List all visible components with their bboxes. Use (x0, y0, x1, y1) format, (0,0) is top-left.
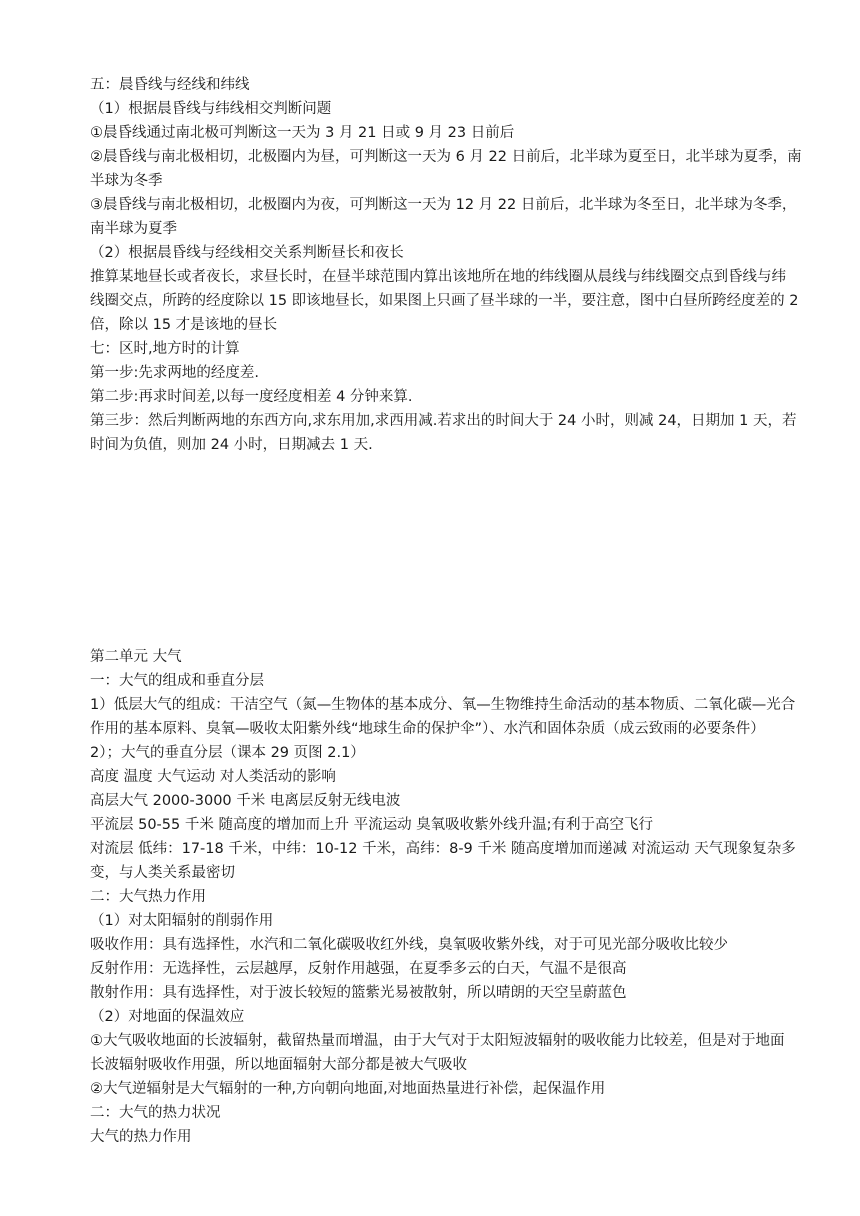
paragraph-line: 线圈交点，所跨的经度除以 15 即该地昼长，如果图上只画了昼半球的一半，要注意，图中白昼所跨经度差的 2 (90, 293, 799, 309)
paragraph-line: ③晨昏线与南北极相切，北极圈内为夜，可判断这一天为 12 月 22 日前后，北半球为冬至日，北半球为冬季， (90, 197, 797, 213)
subheading-longitude: （2）根据晨昏线与经线相交关系判断昼长和夜长 (90, 245, 404, 261)
heading-thermal-effect: 二：大气热力作用 (90, 889, 206, 905)
section-atmosphere (90, 645, 830, 1149)
heading-thermal-state: 二：大气的热力状况 (90, 1105, 221, 1121)
paragraph-line: 作用的基本原料、臭氧—吸收太阳紫外线“地球生命的保护伞”）、水汽和固体杂质（成云致雨的必要条件） (90, 721, 765, 737)
heading-time-calculation: 七：区时,地方时的计算 (90, 341, 240, 357)
step-line: 第二步:再求时间差,以每一度经度相差 4 分钟来算. (90, 389, 413, 405)
step-line: 第三步：然后判断两地的东西方向,求东用加,求西用减.若求出的时间大于 24 小时，则减 24，日期加 1 天，若 (90, 413, 797, 429)
step-line: 第一步:先求两地的经度差. (90, 365, 259, 381)
paragraph-line: ②晨昏线与南北极相切，北极圈内为昼，可判断这一天为 6 月 22 日前后，北半球为夏至日，北半球为夏季，南 (90, 149, 802, 165)
unit-title: 第二单元 大气 (90, 649, 182, 665)
paragraph-line: 长波辐射吸收作用强，所以地面辐射大部分都是被大气吸收 (90, 1057, 467, 1073)
paragraph-line: 倍，除以 15 才是该地的昼长 (90, 317, 278, 333)
paragraph-line: ①大气吸收地面的长波辐射，截留热量而增温，由于大气对于太阳短波辐射的吸收能力比较差，但是对于地面 (90, 1033, 785, 1049)
layer-line: 高层大气 2000-3000 千米 电离层反射无线电波 (90, 793, 401, 809)
subheading-insulation: （2）对地面的保温效应 (90, 1009, 245, 1025)
layer-line: 变，与人类关系最密切 (90, 865, 235, 881)
paragraph-line: 半球为冬季 (90, 173, 163, 189)
layer-line: 对流层 低纬：17-18 千米，中纬：10-12 千米，高纬：8-9 千米 随高度增加而递减 对流运动 天气现象复杂多 (90, 841, 796, 857)
layer-header-line: 高度 温度 大气运动 对人类活动的影响 (90, 769, 336, 785)
heading-terminator: 五：晨昏线与经线和纬线 (90, 77, 250, 93)
paragraph-line: ①晨昏线通过南北极可判断这一天为 3 月 21 日或 9 月 23 日前后 (90, 125, 515, 141)
paragraph-line: 南半球为夏季 (90, 221, 177, 237)
subheading-weakening: （1）对太阳辐射的削弱作用 (90, 913, 274, 929)
paragraph-line: 反射作用：无选择性，云层越厚，反射作用越强，在夏季多云的白天，气温不是很高 (90, 961, 627, 977)
layer-line: 平流层 50-55 千米 随高度的增加而上升 平流运动 臭氧吸收紫外线升温;有利于高空飞行 (90, 817, 654, 833)
paragraph-line: 推算某地昼长或者夜长，求昼长时，在昼半球范围内算出该地所在地的纬线圈从晨线与纬线圈交点到昏线与纬 (90, 269, 786, 285)
paragraph-line: 1）低层大气的组成：干洁空气（氮—生物体的基本成分、氧—生物维持生命活动的基本物质、二氧化碳—光合 (90, 697, 796, 713)
section-day-night-and-time (90, 73, 830, 457)
heading-composition: 一：大气的组成和垂直分层 (90, 673, 264, 689)
paragraph-line: 2）；大气的垂直分层（课本 29 页图 2.1） (90, 745, 365, 761)
paragraph-line: 吸收作用：具有选择性，水汽和二氧化碳吸收红外线，臭氧吸收紫外线，对于可见光部分吸收比较少 (90, 937, 728, 953)
paragraph-line: 散射作用：具有选择性，对于波长较短的篮紫光易被散射，所以晴朗的天空呈蔚蓝色 (90, 985, 627, 1001)
subheading-latitude: （1）根据晨昏线与纬线相交判断问题 (90, 101, 332, 117)
paragraph-line: 大气的热力作用 (90, 1129, 192, 1145)
step-line: 时间为负值，则加 24 小时，日期减去 1 天. (90, 437, 373, 453)
paragraph-line: ②大气逆辐射是大气辐射的一种,方向朝向地面,对地面热量进行补偿，起保温作用 (90, 1081, 606, 1097)
